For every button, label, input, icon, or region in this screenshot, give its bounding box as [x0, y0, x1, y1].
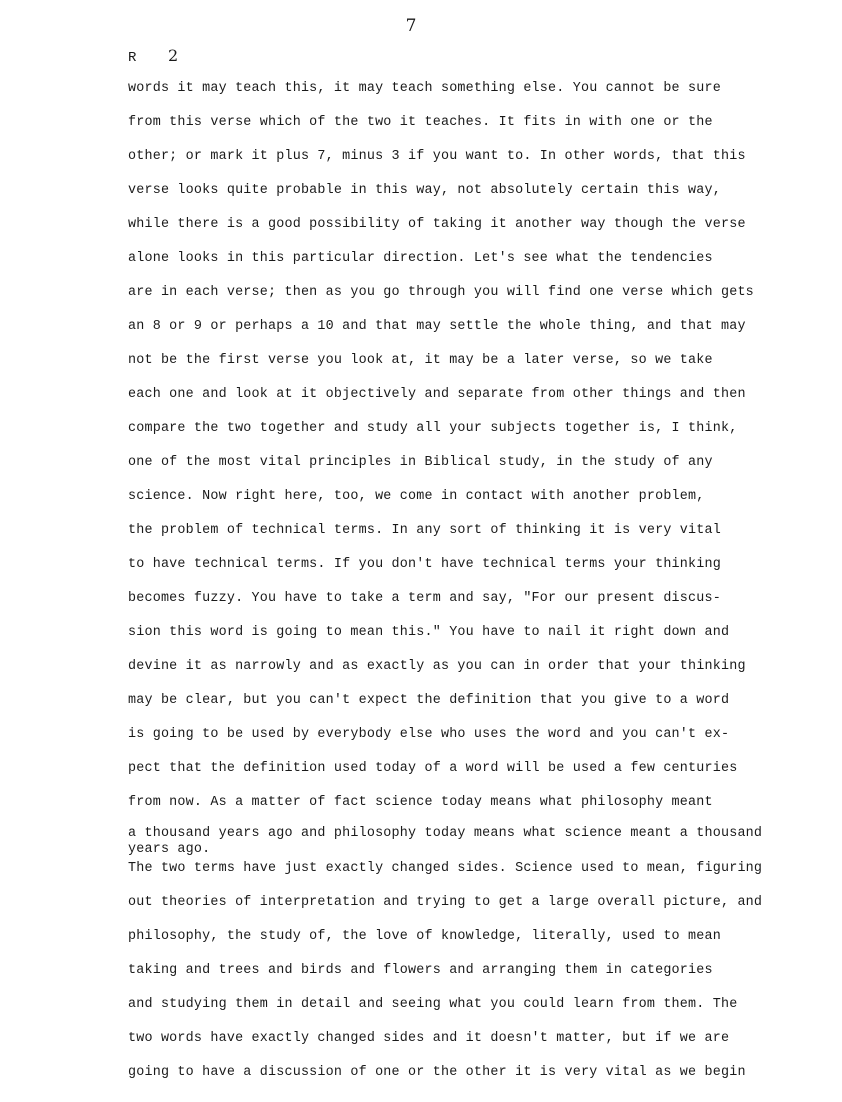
typed-body-text [128, 78, 788, 1096]
text-line: not be the first verse you look at, it may be a later verse, so we take [128, 353, 713, 368]
text-line: may be clear, but you can't expect the definition that you give to a word [128, 693, 730, 708]
text-line: is going to be used by everybody else who uses the word and you can't ex- [128, 727, 730, 742]
text-line: from this verse which of the two it teaches. It fits in with one or the [128, 115, 713, 130]
text-line: the problem of technical terms. In any sort of thinking it is very vital [128, 523, 721, 538]
text-line: philosophy, the study of, the love of knowledge, literally, used to mean [128, 929, 721, 944]
text-line: two words have exactly changed sides and it doesn't matter, but if we are [128, 1031, 730, 1046]
text-line: words it may teach this, it may teach something else. You cannot be sure [128, 81, 721, 96]
text-line: to have technical terms. If you don't have technical terms your thinking [128, 557, 721, 572]
text-line: while there is a good possibility of taking it another way though the verse [128, 217, 746, 232]
section-reference [128, 46, 178, 66]
text-line: an 8 or 9 or perhaps a 10 and that may settle the whole thing, and that may [128, 319, 746, 334]
text-line: other; or mark it plus 7, minus 3 if you want to. In other words, that this [128, 149, 746, 164]
text-line: becomes fuzzy. You have to take a term and say, "For our present discus- [128, 591, 721, 606]
section-letter: R [128, 50, 137, 66]
section-number: 2 [168, 46, 179, 65]
page-number: 7 [405, 16, 417, 36]
text-line: going to have a discussion of one or the other it is very vital as we begin [128, 1065, 746, 1080]
text-line: from now. As a matter of fact science today means what philosophy meant [128, 795, 713, 810]
text-line: pect that the definition used today of a word will be used a few centuries [128, 761, 738, 776]
text-line: years ago. [128, 842, 211, 857]
text-line: each one and look at it objectively and separate from other things and then [128, 387, 746, 402]
text-line: sion this word is going to mean this." You have to nail it right down and [128, 625, 730, 640]
text-line: verse looks quite probable in this way, not absolutely certain this way, [128, 183, 721, 198]
text-line: a thousand years ago and philosophy today means what science meant a thousand [128, 826, 763, 841]
text-line: taking and trees and birds and flowers and arranging them in categories [128, 963, 713, 978]
text-line: alone looks in this particular direction. Let's see what the tendencies [128, 251, 713, 266]
text-line: and studying them in detail and seeing what you could learn from them. The [128, 997, 738, 1012]
text-line: out theories of interpretation and trying to get a large overall picture, and [128, 895, 763, 910]
text-line: compare the two together and study all your subjects together is, I think, [128, 421, 738, 436]
text-line: are in each verse; then as you go through you will find one verse which gets [128, 285, 754, 300]
text-line: The two terms have just exactly changed sides. Science used to mean, figuring [128, 861, 763, 876]
text-line: one of the most vital principles in Biblical study, in the study of any [128, 455, 713, 470]
text-line: devine it as narrowly and as exactly as you can in order that your thinking [128, 659, 746, 674]
text-line: science. Now right here, too, we come in contact with another problem, [128, 489, 705, 504]
